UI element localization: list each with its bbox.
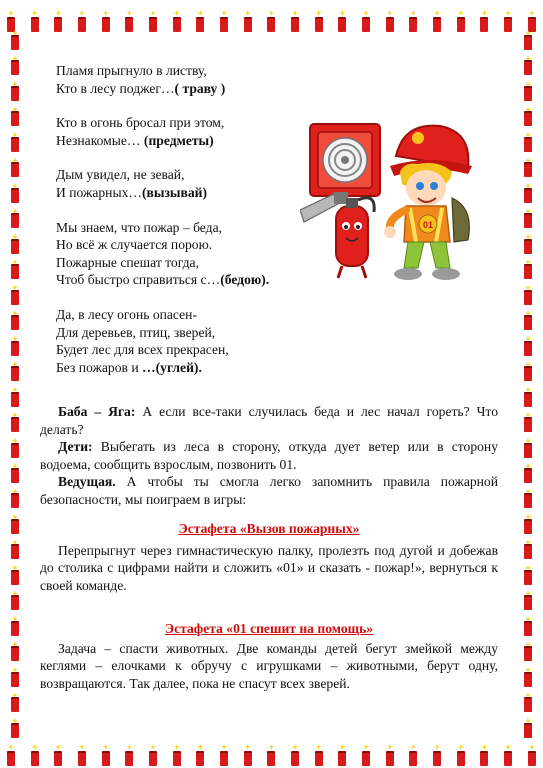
firecracker-icon	[479, 10, 489, 32]
poem-line: И пожарных…(вызывай)	[56, 184, 208, 200]
firefighter-kid-icon	[384, 126, 472, 280]
firecracker-icon	[10, 81, 20, 101]
poem-line: Пожарные спешат тогда,	[56, 254, 199, 270]
firecracker-icon	[10, 692, 20, 712]
firecracker-icon	[523, 641, 533, 661]
poem-line: Но всё ж случается порою.	[56, 237, 213, 253]
firecracker-icon	[523, 336, 533, 356]
firecracker-icon	[10, 336, 20, 356]
hose-reel-icon	[310, 124, 380, 196]
firecracker-icon	[10, 463, 20, 483]
firecracker-icon	[10, 565, 20, 585]
relay-section	[40, 620, 498, 692]
firecracker-icon	[10, 641, 20, 661]
firecracker-icon	[10, 132, 20, 152]
firecracker-icon	[10, 616, 20, 636]
fire-extinguisher-icon	[336, 198, 374, 278]
firecracker-icon	[432, 10, 442, 32]
firecracker-icon	[53, 744, 63, 766]
firecracker-icon	[523, 259, 533, 279]
firecracker-icon	[148, 10, 158, 32]
firecracker-icon	[523, 55, 533, 75]
poem-line: Будет лес для всех прекрасен,	[56, 342, 229, 358]
firecracker-icon	[523, 285, 533, 305]
dialogue-line: Дети: Выбегать из леса в сторону, откуда дует ветер или в сторону водоема, сообщить взрослым, позвонить 01.	[40, 439, 498, 472]
firecracker-icon	[30, 10, 40, 32]
firecracker-icon	[523, 616, 533, 636]
relay-title: Эстафета «01 спешит на помощь»	[164, 621, 374, 636]
firecracker-icon	[408, 10, 418, 32]
firecracker-icon	[479, 744, 489, 766]
firecracker-icon	[53, 10, 63, 32]
firecracker-icon	[6, 744, 16, 766]
firecracker-icon	[290, 10, 300, 32]
badge-number: 01	[422, 220, 434, 230]
firecracker-icon	[523, 514, 533, 534]
firecracker-icon	[385, 10, 395, 32]
firecracker-icon	[10, 590, 20, 610]
firecracker-icon	[503, 10, 513, 32]
answer: (вызывай)	[141, 184, 208, 200]
relay-section	[40, 520, 498, 594]
firecracker-icon	[361, 744, 371, 766]
answer: (бедою).	[220, 272, 270, 288]
poem-line: Для деревьев, птиц, зверей,	[56, 324, 216, 340]
firecracker-icon	[523, 718, 533, 738]
answer: …(углей).	[142, 359, 202, 375]
firecracker-icon	[523, 106, 533, 126]
poem-line: Кто в лесу поджег…( траву )	[56, 80, 226, 96]
firecracker-icon	[10, 234, 20, 254]
firecracker-icon	[10, 488, 20, 508]
speaker: Дети:	[58, 439, 93, 455]
firecracker-icon	[456, 10, 466, 32]
firecracker-icon	[361, 10, 371, 32]
firecracker-icon	[10, 285, 20, 305]
poem-line: Кто в огонь бросал при этом,	[56, 115, 225, 131]
dialogue	[40, 403, 498, 509]
firecracker-icon	[523, 438, 533, 458]
firecracker-icon	[314, 10, 324, 32]
firecracker-icon	[219, 744, 229, 766]
firecracker-icon	[337, 10, 347, 32]
relay-text: Перепрыгнут через гимнастическую палку, пролезть под дугой и добежав до столика с цифрами найти и сложить «01» и сказать - пожар!», вернуться к своей команде.	[40, 542, 498, 593]
firecracker-icon	[10, 106, 20, 126]
dialogue-line: Ведущая. А чтобы ты смогла легко запомнить правила пожарной безопасности, мы поиграем в игры:	[40, 474, 498, 507]
firecracker-icon	[266, 10, 276, 32]
firecracker-icon	[124, 10, 134, 32]
poem-stanza-1	[46, 62, 494, 97]
firecracker-icon	[10, 30, 20, 50]
firecracker-icon	[243, 744, 253, 766]
firecracker-icon	[10, 514, 20, 534]
firecracker-icon	[456, 744, 466, 766]
firecracker-icon	[10, 361, 20, 381]
firecracker-icon	[523, 310, 533, 330]
poem-line: Без пожаров и …(углей).	[56, 359, 202, 375]
firecracker-icon	[523, 692, 533, 712]
poem-line: Да, в лесу огонь опасен-	[56, 306, 197, 322]
firecracker-icon	[523, 208, 533, 228]
firecracker-icon	[527, 10, 537, 32]
firecracker-icon	[148, 744, 158, 766]
firecracker-icon	[337, 744, 347, 766]
firecracker-icon	[30, 744, 40, 766]
firecracker-icon	[432, 744, 442, 766]
dialogue-line: Баба – Яга: А если все-таки случилась беда и лес начал гореть? Что делать?	[40, 404, 498, 437]
firecracker-icon	[523, 183, 533, 203]
firecracker-icon	[243, 10, 253, 32]
firecracker-icon	[503, 744, 513, 766]
border-right	[517, 30, 539, 738]
firecracker-icon	[195, 10, 205, 32]
firecracker-icon	[523, 30, 533, 50]
firecracker-icon	[10, 259, 20, 279]
poem-line: Чтоб быстро справиться с…(бедою).	[56, 272, 270, 288]
firecracker-icon	[290, 744, 300, 766]
firecracker-icon	[523, 488, 533, 508]
firecracker-icon	[10, 667, 20, 687]
firecracker-icon	[385, 744, 395, 766]
firecracker-icon	[523, 667, 533, 687]
firecracker-icon	[10, 183, 20, 203]
firecracker-icon	[527, 744, 537, 766]
firecracker-icon	[77, 10, 87, 32]
firecracker-icon	[124, 744, 134, 766]
firecracker-icon	[10, 157, 20, 177]
relay-title: Эстафета «Вызов пожарных»	[178, 521, 360, 536]
firecracker-icon	[10, 310, 20, 330]
firecracker-icon	[172, 744, 182, 766]
firecracker-icon	[10, 208, 20, 228]
relay-text: Задача – спасти животных. Две команды детей бегут змейкой между кеглями – елочками к обручу с игрушками – животными, берут одну, возвращаются. Так далее, пока не спасут всех зверей.	[40, 640, 498, 691]
firecracker-icon	[10, 539, 20, 559]
poem-line: Пламя прыгнуло в листву,	[56, 63, 207, 78]
border-top	[0, 2, 543, 32]
firecracker-icon	[523, 590, 533, 610]
firecracker-icon	[266, 744, 276, 766]
firecracker-icon	[523, 539, 533, 559]
firecracker-icon	[523, 157, 533, 177]
border-bottom	[0, 736, 543, 766]
firecracker-icon	[195, 744, 205, 766]
border-left	[4, 30, 26, 738]
answer: (предметы)	[143, 132, 214, 148]
firecracker-icon	[10, 718, 20, 738]
firecracker-icon	[408, 744, 418, 766]
firecracker-icon	[172, 10, 182, 32]
firecracker-icon	[10, 438, 20, 458]
poem-line: Дым увидел, не зевай,	[56, 167, 185, 183]
firecracker-icon	[523, 387, 533, 407]
answer: ( траву )	[174, 80, 226, 96]
firecracker-icon	[219, 10, 229, 32]
firecracker-icon	[523, 234, 533, 254]
poem-stanza-5	[46, 306, 494, 376]
firecracker-icon	[10, 55, 20, 75]
firecracker-icon	[523, 463, 533, 483]
firecracker-icon	[6, 10, 16, 32]
firefighter-kid-illustration	[300, 118, 480, 284]
firecracker-icon	[10, 412, 20, 432]
firecracker-icon	[523, 412, 533, 432]
firecracker-icon	[101, 10, 111, 32]
firecracker-icon	[10, 387, 20, 407]
poem-line: Незнакомые… (предметы)	[56, 132, 214, 148]
speaker: Ведущая.	[58, 474, 116, 490]
firecracker-icon	[523, 565, 533, 585]
firecracker-icon	[101, 744, 111, 766]
firecracker-icon	[77, 744, 87, 766]
speaker: Баба – Яга:	[58, 404, 136, 419]
poem-line: Мы знаем, что пожар – беда,	[56, 219, 223, 235]
firecracker-icon	[523, 132, 533, 152]
firecracker-icon	[523, 361, 533, 381]
firecracker-icon	[314, 744, 324, 766]
firecracker-icon	[523, 81, 533, 101]
